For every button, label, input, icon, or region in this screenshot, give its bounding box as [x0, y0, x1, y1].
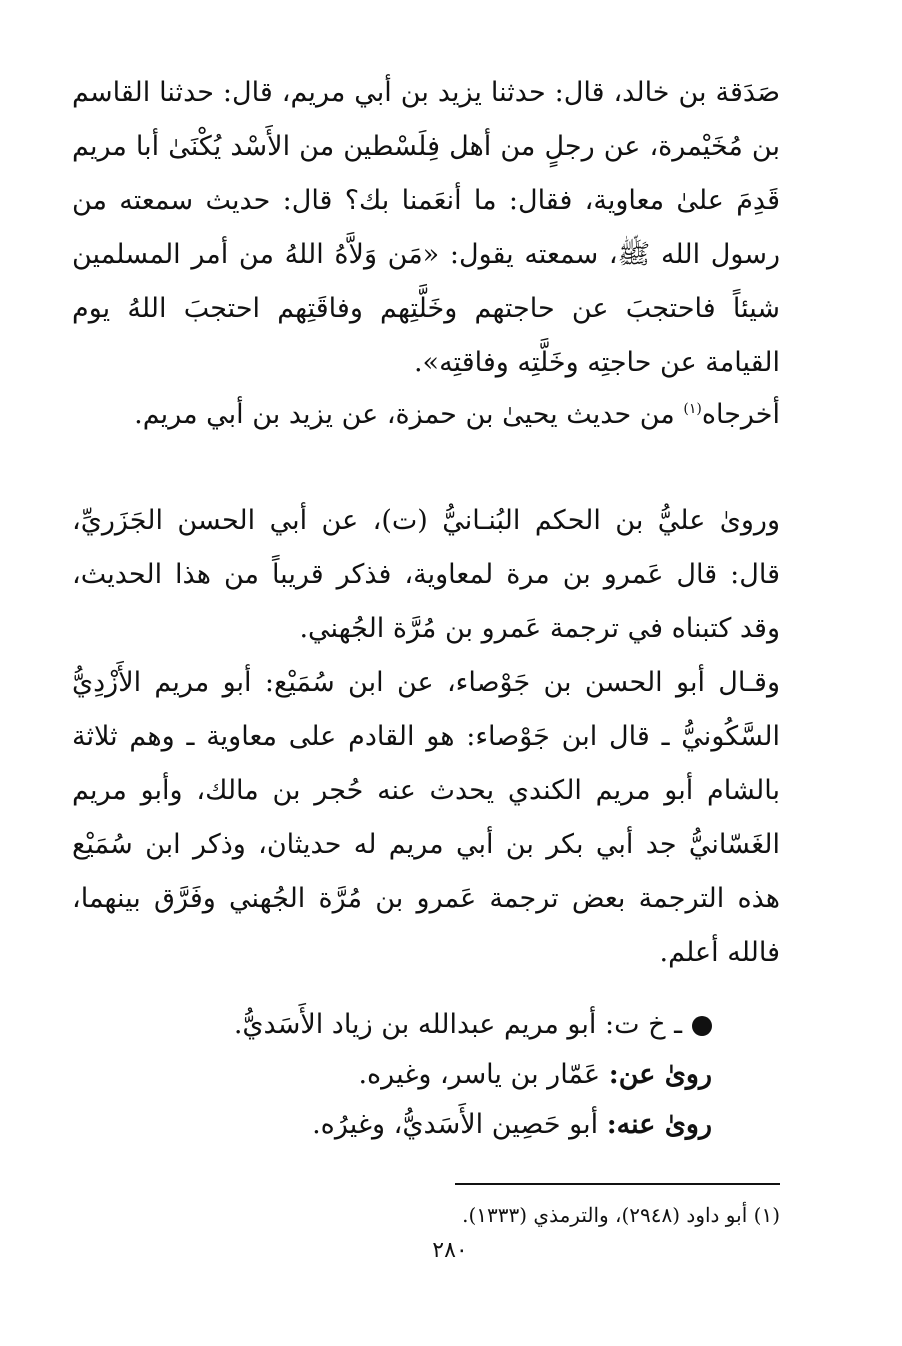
narrators-text: أبو حَصِين الأَسَديُّ، وغيرُه. — [312, 1109, 599, 1140]
paragraph-2-body: من حديث يحيىٰ بن حمزة، عن يزيد بن أبي مريم. — [134, 399, 675, 430]
paragraph-1 — [72, 66, 780, 390]
entry-heading: ـ خ ت: أبو مريم عبدالله بن زياد الأَسَديُّ. — [233, 1009, 682, 1040]
footnote: (١) أبو داود (٢٩٤٨)، والترمذي (١٣٣٣). — [462, 1203, 780, 1227]
narrators-label: رویٰ عنه: — [606, 1109, 712, 1140]
entry-heading-line — [112, 1000, 712, 1050]
footnote-reference: (١) — [683, 401, 702, 417]
paragraph-1-text: صَدَقة بن خالد، قال: حدثنا يزيد بن أبي مريم، قال: حدثنا القاسم بن مُخَيْمرة، عن رجلٍ من أهل فِلَسْطين من الأَسْد يُكْنَىٰ أبا مريم قَدِمَ علىٰ معاوية، فقال: ما أنعَمنا بك؟ قال: حديث سمعته من رسول الله ﷺ، سمعته يقول: «مَن وَلاَّهُ اللهُ من أمر المسلمين شيئاً فاحتجبَ عن حاجتهم وخَلَّتِهم وفاقَتِهم احتجبَ اللهُ يوم القيامة عن حاجتِه وخَلَّتِه وفاقتِه». — [72, 77, 780, 378]
narrated-from-text: عَمّار بن ياسر، وغيره. — [358, 1059, 601, 1090]
narrated-from-label: رویٰ عن: — [608, 1059, 712, 1090]
footnote-divider — [455, 1183, 780, 1185]
entry-narrated-from-line — [112, 1050, 712, 1100]
paragraph-2-text — [72, 388, 780, 442]
page-number: ٢٨٠ — [432, 1238, 468, 1263]
entry-narrators-line — [112, 1100, 712, 1150]
bullet-icon — [692, 1016, 712, 1036]
paragraph-2 — [72, 388, 780, 442]
paragraph-3 — [72, 494, 780, 656]
paragraph-4-text: وقـال أبو الحسن بن جَوْصاء، عن ابن سُمَيْع: أبو مريم الأَزْدِيُّ السَّكُونيُّ ـ قال ابن جَوْصاء: هو القادم على معاوية ـ وهم ثلاثة بالشام أبو مريم الكندي يحدث عنه حُجر بن مالك، وأبو مريم الغَسّانيُّ جد أبي بكر بن أبي مريم له حديثان، وذكر ابن سُمَيْع هذه الترجمة بعض ترجمة عَمرو بن مُرَّة الجُهني وفَرَّق بينهما، فالله أعلم. — [72, 667, 780, 968]
biography-entry — [112, 1000, 712, 1150]
paragraph-3-text: ورویٰ عليُّ بن الحكم البُنـانيُّ (ت)، عن أبي الحسن الجَزَريِّ، قال: قال عَمرو بن مرة لمعاوية، فذكر قريباً من هذا الحديث، وقد كتبناه في ترجمة عَمرو بن مُرَّة الجُهني. — [72, 505, 780, 644]
paragraph-2-lead: أخرجاه — [701, 399, 780, 430]
paragraph-4 — [72, 656, 780, 980]
